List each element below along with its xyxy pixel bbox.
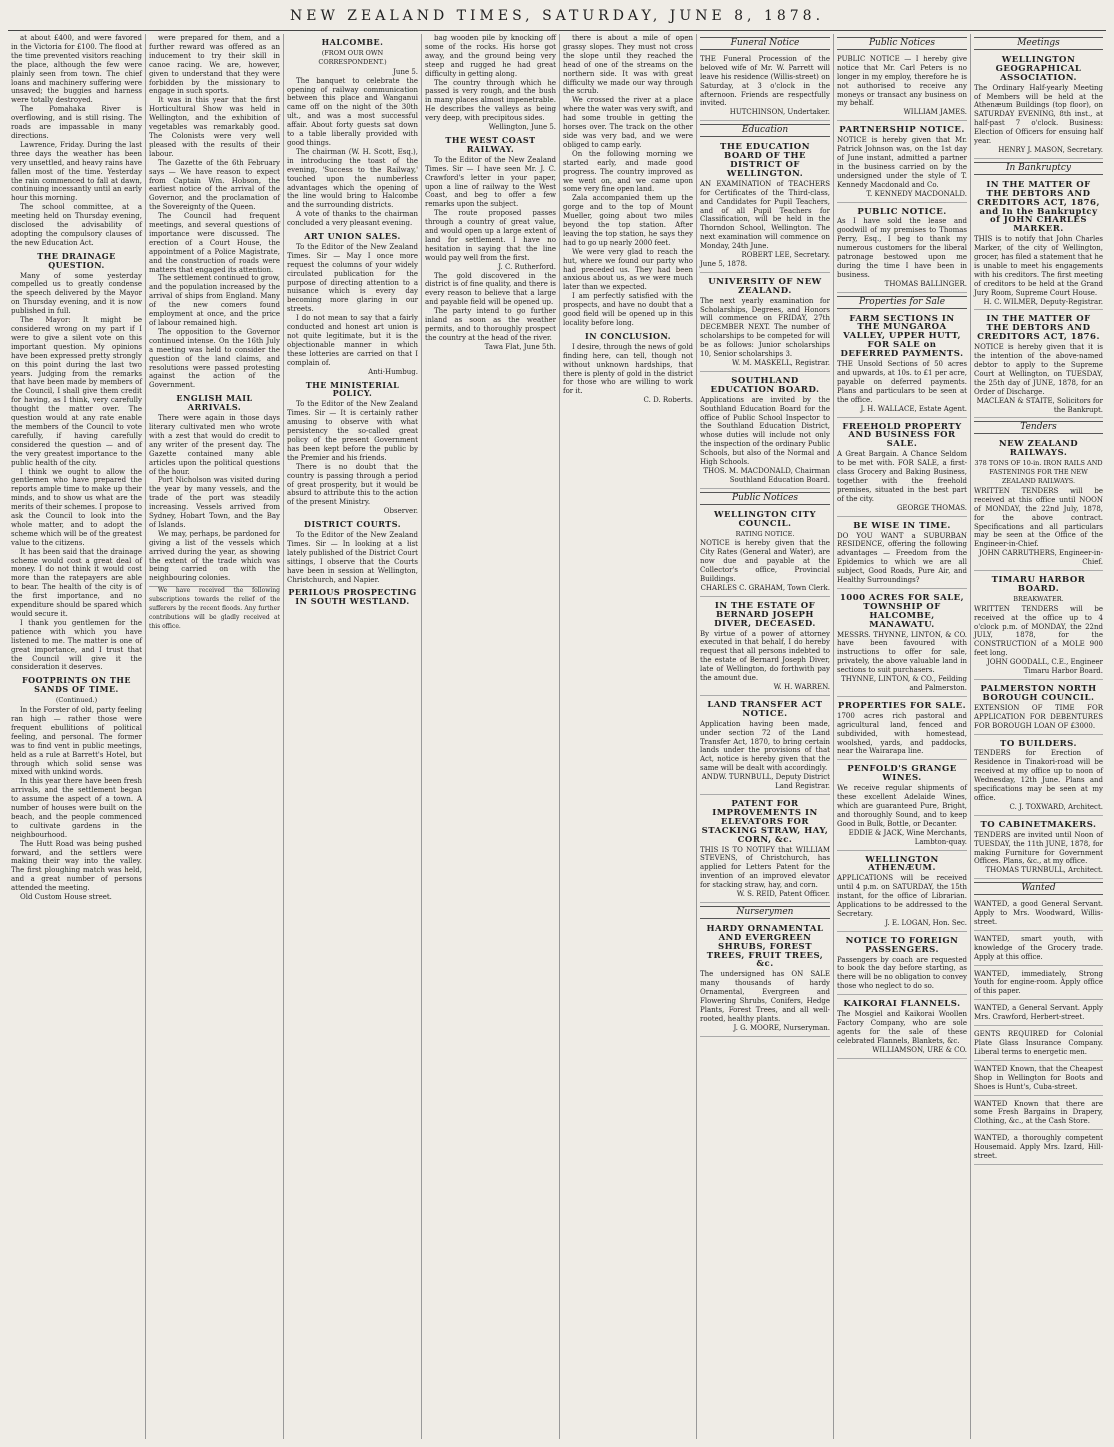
dateline: Wellington, June 5. [488,123,556,132]
section-header: Tenders [974,421,1103,434]
ad-title: 1000 ACRES FOR SALE, TOWNSHIP OF HALCOMBE, MANAWATU. [839,592,965,630]
ad-signature: J. E. LOGAN, Hon. Sec. [885,918,967,927]
paragraph: I think we ought to allow the gentlemen who have prepared the reports ample time to make up their minds, and to show us what are the merits of their schemes. I propose to ask the Council to look into the whole matter, and to adopt the scheme which will be of the greatest value to the citizens. [11,467,143,547]
paragraph: at about £400, and were favored in the Victoria for £100. The flood at the time prevented visitors reaching the place, although the few were plainly seen from town. The chief loans and machinery suffering were unsaved; the buggies and harness were totally destroyed. [11,34,142,105]
ad-signature: T. KENNEDY MACDONALD. [866,189,967,198]
ad-text: WRITTEN TENDERS will be received at the office up to 4 o'clock p.m. of MONDAY, the 22nd JULY, 1878, for the CONSTRUCTION of a MOLE 900 feet long. [974,604,1103,658]
column-2 [145,34,283,1439]
paragraph: there is about a mile of open grassy slopes. They must not cross the slope until they reached the head of one of the streams on the northern side. It was with great difficulty we made our way through the scrub. [563,34,693,96]
paragraph: There were again in those days literary cultivated men who wrote with a zest that would do credit to any writer of the present day. The Gazette contained many able articles upon the political questions of the hour. [149,414,280,476]
paragraph: Old Custom House street. [20,893,112,902]
article-heading: ENGLISH MAIL ARRIVALS. [176,393,253,413]
ad-signature: C. J. TOXWARD, Architect. [1009,802,1103,811]
section-header: Nurserymen [700,906,830,919]
ad-title: LAND TRANSFER ACT NOTICE. [707,699,823,719]
article-heading: FOOTPRINTS ON THE SANDS OF TIME. [22,675,131,695]
masthead-rule [8,30,1106,31]
ad-text: WANTED Known that there are some Fresh Bargains in Drapery, Clothing, &c., at the Cash Store. [974,1099,1103,1126]
paragraph: We were very glad to reach the hut, where we found our party who had preceded us. They had been anxious about us, as we were much later than we expected. [563,247,693,292]
advertisement [700,508,830,597]
ad-text: WANTED, a thoroughly competent Housemaid. Apply Mrs. Izard, Hill-street. [974,1134,1103,1161]
ad-text: AN EXAMINATION of TEACHERS for Certificates of the Third-class, and Candidates for Pupil Teachers, and of all Pupil Teachers for Classification, will be held in the Thorndon School, Wellington. The next examination will commence on Monday, 24th June. [700,179,830,251]
advertisement [974,682,1103,735]
article-heading: ART UNION SALES. [304,231,401,242]
paragraph: I am perfectly satisfied with the prospects, and have no doubt that a good field will be opened up in this locality before long. [563,292,693,327]
ad-title: SOUTHLAND EDUCATION BOARD. [710,375,820,395]
paragraph: The country through which he passed is very rough, and the bush in many places almost impenetrable. He describes the valleys as being very deep, with precipitous sides. [425,78,556,123]
paragraph: I desire, through the news of gold finding here, can tell, though not without unknown hardships, that there is plenty of gold in the district for those who are willing to work for it. [563,342,693,396]
paragraph: I do not mean to say that a fairly conducted and honest art union is not quite legitimate, but it is the objectionable manner in which these lotteries are carried on that I complain of. [287,314,418,367]
paragraph: In this year there have been fresh arrivals, and the settlement began to assume the aspect of a town. A number of houses were built on the beach, and the people commenced to cultivate gardens in the neighbourhood. [11,777,142,839]
ad-title: IN THE MATTER OF THE DEBTORS AND CREDITORS ACT, 1876, and In the Bankruptcy of JOHN CHARLES MARKER. [977,179,1100,235]
paragraph: The route proposed passes through a country of great value, and would open up a large extent of land for settlement. I have no hesitation in saying that the line would pay well from the first. [425,209,556,262]
classified-ad [974,1063,1103,1096]
ad-text: TENDERS for Erection of Residence in Tinakori-road will be received at my office up to noon of Wednesday, 12th June. Plans and specifications may be seen at my office. [974,749,1103,802]
ad-signature: EDDIE & JACK, Wine Merchants, Lambton-quay. [848,828,967,846]
paragraph: The opposition to the Governor continued intense. On the 16th July a meeting was held to consider the question of the land claims, and resolutions were passed protesting against the action of the Government. [149,327,280,390]
paragraph: The Hutt Road was being pushed forward, and the settlers were making their way into the valley. The first ploughing match was held, and a great number of persons attended the meeting. [11,839,142,893]
ad-subtitle: RATING NOTICE. [735,529,795,538]
advertisement [837,312,967,418]
ad-title: THE EDUCATION BOARD OF THE DISTRICT OF WELLINGTON. [720,142,810,179]
ad-title: FARM SECTIONS IN THE MUNGAROA VALLEY, UPPER HUTT, FOR SALE on DEFERRED PAYMENTS. [840,313,964,360]
advertisement [700,275,830,372]
article-heading: HALCOMBE. [321,37,384,47]
section-header: Public Notices [837,37,967,50]
ad-signature: JOHN CARRUTHERS, Engineer-in-Chief. [979,549,1103,567]
ad-text: WANTED Known, that the Cheapest Shop in Wellington for Boots and Shoes is Hunt's, Cuba-street. [974,1064,1103,1091]
column-8-advertisements [970,34,1106,1439]
ad-title: TO BUILDERS. [1000,738,1077,749]
paragraph: To the Editor of the New Zealand Times. Sir — I have seen Mr. J. C. Crawford's letter in your paper, upon a line of railway to the West Coast, and beg to offer a few remarks upon the subject. [425,155,556,209]
paragraph: Lawrence, Friday. During the last three days the weather has been very unsettled, and heavy rains have fallen most of the time. Yesterday the rain commenced to fall at dawn, continuing incessantly until an early hour this morning. [11,140,142,203]
paragraph: To the Editor of the New Zealand Times. Sir — In looking at a list lately published of the District Court sittings, I observe that the Courts have been in session at Wellington, Christchurch, and Napier. [287,531,418,584]
article-heading: THE WEST COAST RAILWAY. [445,134,536,154]
signature: C. D. Roberts. [643,396,693,405]
ad-signature: WILLIAMSON, URE & CO. [872,1045,967,1054]
ad-signature: GEORGE THOMAS. [896,503,967,512]
article-heading: IN CONCLUSION. [584,330,672,341]
ad-signature: ROBERT LEE, Secretary. [741,251,830,260]
classified-ad [974,933,1103,966]
ad-text: EXTENSION OF TIME FOR APPLICATION FOR DEBENTURES FOR BOROUGH LOAN OF £3000. [974,703,1103,730]
advertisement [837,934,967,995]
classified-ad [974,1098,1103,1131]
classified-ad [974,1132,1103,1165]
advertisement [837,997,967,1058]
ad-text: DO YOU WANT a SUBURBAN RESIDENCE, offering the following advantages — Freedom from the Epidemics to which we are all subject, Good Roads, Pure Air, and Healthy Surroundings? [837,531,967,585]
ad-signature: W. M. MASKELL, Registrar. [731,359,830,367]
ad-subtitle: BREAKWATER. [1013,594,1064,603]
paragraph: To the Editor of the New Zealand Times. Sir — May I once more request the columns of your widely circulated publication for the purpose of directing attention to a nuisance which is every day becoming more glaring in our streets. [287,242,418,314]
paragraph: We may, perhaps, be pardoned for giving a list of the vessels which arrived during the year, as showing the extent of the trade which was being carried on with the neighbouring colonies. [149,529,280,583]
ad-title: PROPERTIES FOR SALE. [837,700,967,711]
ad-text: WANTED, immediately, Strong Youth for engine-room. Apply office of this paper. [974,969,1103,996]
advertisement [974,437,1103,571]
ad-text: WANTED, a good General Servant. Apply to Mrs. Woodward, Willis-street. [974,900,1103,926]
paragraph: were prepared for them, and a further reward was offered as an inducement to try their skill in canoe racing. We are, however, given to understand that they were forbidden by the missionary to engage in such sports. [149,34,280,96]
ad-text: NOTICE is hereby given that it is the intention of the above-named debtor to apply to the Supreme Court at Wellington, on TUESDAY, the 25th day of JUNE, 1878, for an Order of Discharge. [974,343,1103,396]
article-heading: PERILOUS PROSPECTING IN SOUTH WESTLAND. [288,587,417,607]
ad-text: By virtue of a power of attorney executed in that behalf, I do hereby request that all persons indebted to the estate of Bernard Joseph Diver, late of Wellington, do forthwith pay the amount due. [700,629,830,683]
ad-title: PALMERSTON NORTH BOROUGH COUNCIL. [980,684,1097,703]
section-header: Properties for Sale [837,296,967,309]
ad-text: The Ordinary Half-yearly Meeting of Members will be held at the Athenæum Buildings (top floor), on SATURDAY EVENING, 8th inst., at half-past 7 o'clock. Business: Election of Officers for ensuing half year. [974,83,1103,146]
ad-title: TIMARU HARBOR BOARD. [991,575,1086,594]
advertisement [974,818,1103,879]
advertisement [837,53,967,121]
ad-text: THIS is to notify that John Charles Marker, of the city of Wellington, grocer, has filed a statement that he is unable to meet his engagements with his creditors. The first meeting of creditors to be held at the Grand Jury Room, Supreme Court House. [974,235,1103,297]
paragraph: The settlement continued to grow, and the population increased by the arrival of ships from England. Many of the new comers found employment at once, and the price of labour remained high. [149,274,280,327]
classified-ad [974,898,1103,931]
paragraph: Port Nicholson was visited during the year by many vessels, and the trade of the port was steadily increasing. Vessels arrived from Sydney, Hobart Town, and the Bay of Islands. [149,476,280,529]
ad-signature: W. S. REID, Patent Officer. [736,890,830,899]
signature: Anti-Humbug. [368,367,418,376]
ad-title: PENFOLD'S GRANGE WINES. [847,764,957,784]
article-heading: DISTRICT COURTS. [304,519,401,530]
paragraph: The party intend to go further inland as soon as the weather permits, and to thoroughly prospect the country at the head of the river. [425,307,556,342]
ad-title: NEW ZEALAND RAILWAYS. [998,439,1079,459]
ad-text: WANTED, smart youth, with knowledge of the Grocery trade. Apply at this office. [974,934,1103,961]
section-header: In Bankruptcy [974,162,1103,175]
paragraph: The Mayor: It might be considered wrong on my part if I were to give a silent vote on this important question. My opinions have been expressed pretty strongly on this point during the last two years. Judging from the remarks that have been made by members of the Council, I shall give them credit for having, as I think, very carefully thought the matter over. The question would at any rate enable the members of the Council to vote carefully, if having carefully considered the question — and of the very greatest importance to the public health of the city. [11,316,142,467]
ad-signature: WILLIAM JAMES. [903,108,967,117]
paragraph: We crossed the river at a place where the water was very swift, and had some trouble in getting the horses over. The track on the other side was very bad, and we were obliged to camp early. [563,96,693,149]
paragraph: The school committee, at a meeting held on Thursday evening, disclosed the advisability of adopting the compulsory clauses of the new Education Act. [11,203,142,247]
advertisement [974,178,1103,311]
classified-ad [974,1002,1103,1026]
advertisement [700,698,830,795]
paragraph: On the following morning we started early, and made good progress. The country improved as we went on, and we came upon some very fine open land. [563,149,693,194]
ad-title: BE WISE IN TIME. [853,520,951,531]
ad-signature: MACLEAN & STAITE, Solicitors for the Bankrupt. [976,396,1103,414]
ad-text: GENTS REQUIRED for Colonial Plate Glass Insurance Company. Liberal terms to energetic men. [974,1030,1103,1056]
ad-title: WELLINGTON GEOGRAPHICAL ASSOCIATION. [995,54,1082,83]
ad-title: KAIKORAI FLANNELS. [843,999,961,1010]
paragraph: It was in this year that the first Horticultural Show was held in Wellington, and the exhibition of vegetables was remarkably good. The Colonists were very well pleased with the results of their labour. [149,96,280,158]
ad-signature: HENRY J. MASON, Secretary. [998,145,1103,154]
signature: Observer. [383,507,418,516]
ad-title: WELLINGTON ATHENÆUM. [865,854,939,874]
ad-title: NOTICE TO FOREIGN PASSENGERS. [845,935,959,955]
paragraph: In the Forster of old, party feeling ran high — rather those were frequent ebullitions of political feeling, and personal. The former was to find vent in public meetings, held as a rule at Barrett's Hotel, but through which solid sense was mixed with unkind words. [11,706,142,777]
column-4 [421,34,559,1439]
paragraph: The Pomahaka River is overflowing, and is still rising. The roads are impassable in many directions. [11,105,142,140]
ad-text: We receive regular shipments of these excellent Adelaide Wines, which are guaranteed Pure, Bright, and thoroughly Sound, and to keep Good in Bulk, Bottle, or Decanter. [837,784,967,828]
masthead: NEW ZEALAND TIMES, SATURDAY, JUNE 8, 1878. [289,8,825,24]
advertisement [837,519,967,589]
paragraph: Many of some yesterday compelled us to greatly condense the speech delivered by the Mayor on Thursday evening, and it is now published in full. [11,271,142,316]
classified-ad [974,1028,1103,1061]
ad-signature: H. C. WILMER, Deputy-Registrar. [983,297,1103,306]
ad-date: June 5, 1878. [700,259,748,268]
advertisement [700,599,830,696]
ad-text: Passengers by coach are requested to book the day before starting, as there will be no obligation to convey those who neglect to do so. [837,955,967,991]
advertisement [700,797,830,903]
ad-signature: THOMAS BALLINGER. [884,279,967,288]
advertisement [837,853,967,932]
advertisement [837,591,967,697]
ad-title: IN THE ESTATE OF BERNARD JOSEPH DIVER, DECEASED. [714,600,816,629]
ad-signature: THOS. M. MACDONALD, Chairman Southland Education Board. [703,466,830,484]
paragraph: The Gazette of the 6th February says — We have reason to expect from Captain Wm. Hobson, the earliest notice of the arrival of the Governor, and the proclamation of the Sovereignty of the Queen. [149,158,280,212]
article-heading: THE MINISTERIAL POLICY. [305,379,400,399]
article-heading: THE DRAINAGE QUESTION. [37,250,116,270]
advertisement [837,205,967,293]
dateline: June 5. [393,67,418,76]
paragraph: The banquet to celebrate the opening of railway communication between this place and Wanganui came off on the night of the 30th ult., and was a most successful affair. About forty guests sat down to a table liberally provided with good things. [287,76,418,147]
paragraph: I thank you gentlemen for the patience with which you have listened to me. The matter is one of great importance, and I trust that the Council will give it the consideration it deserves. [11,618,142,672]
ad-signature: HUTCHINSON, Undertaker. [729,108,830,117]
ad-title: PATENT FOR IMPROVEMENTS IN ELEVATORS FOR STACKING STRAW, HAY, CORN, &c. [701,798,829,845]
ad-text: WRITTEN TENDERS will be received at this office until NOON of MONDAY, the 22nd July, 1878, for the above contract. Specifications and all particulars may be seen at the Office of the Engineer-in-Chief. [974,486,1103,549]
ad-text: The next yearly examination for Scholarships, Degrees, and Honors will commence on FRIDAY, 27th DECEMBER NEXT. The number of scholarships to be competed for will be as follows: Junior scholarships 10, Senior scholarships 3. [700,296,830,359]
paragraph: The gold discovered in the district is of fine quality, and there is every reason to believe that a large and payable field will be opened up. [425,271,556,307]
ad-signature: CHARLES C. GRAHAM, Town Clerk. [700,583,830,592]
paragraph: A vote of thanks to the chairman concluded a very pleasant evening. [287,210,418,228]
advertisement [837,699,967,760]
ad-text: The undersigned has ON SALE many thousands of hardy Ornamental, Evergreen and Flowering Shrubs, Conifers, Hedge Plants, Forest Trees, and all well-rooted, healthy plants. [700,970,830,1023]
ad-text: APPLICATIONS will be received until 4 p.m. on SATURDAY, the 15th instant, for the office of Librarian. Applications to be addressed to the Secretary. [837,874,967,918]
ad-subtitle: 378 TONS OF 10-in. IRON RAILS AND FASTENINGS FOR THE NEW ZEALAND RAILWAYS. [974,459,1103,485]
ad-title: PARTNERSHIP NOTICE. [839,125,965,136]
ad-title: IN THE MATTER OF THE DEBTORS AND CREDITORS ACT, 1876. [977,314,1100,343]
advertisement [837,123,967,202]
advertisement [974,573,1103,680]
ad-title: UNIVERSITY OF NEW ZEALAND. [708,276,822,296]
ad-signature: THOMAS TURNBULL, Architect. [985,866,1103,875]
ad-text: As I have sold the lease and goodwill of my premises to Thomas Perry, Esq., I beg to thank my numerous customers for the liberal patronage bestowed upon me during the time I have been in business. [837,217,967,279]
advertisement [700,140,830,273]
paragraph: There is no doubt that the country is passing through a period of great prosperity, but it would be absurd to attribute this to the action of the present Ministry. [287,462,418,507]
advertisement [974,737,1103,816]
column-6-advertisements [696,34,833,1439]
advertisement [700,374,830,489]
paragraph: It has been said that the drainage scheme would cost a great deal of money. I do not think it would cost more than the ratepayers are able to bear. The health of the city is of the first importance, and no expenditure should be spared which would secure it. [11,547,142,618]
ad-text: NOTICE is hereby given that the City Rates (General and Water), are now due and payable at the Collector's office, Provincial Buildings. [700,539,830,584]
ad-title: FREEHOLD PROPERTY AND BUSINESS FOR SALE. [842,421,962,450]
column-1 [8,34,145,1439]
ad-text: MESSRS. THYNNE, LINTON, & CO. have been favoured with instructions to offer for sale, privately, the above valuable land in sections to suit purchasers. [837,630,967,675]
ad-text: TENDERS are invited until Noon of TUESDAY, the 11th JUNE, 1878, for making Furniture for Government Offices. Plans, &c., at my office. [974,830,1103,866]
ad-text: NOTICE is hereby given that Mr. Patrick Johnson was, on the 1st day of June instant, admitted a partner in the business carried on by the undersigned under the style of T. Kennedy Macdonald and Co. [837,136,967,189]
article-subheading: (Continued.) [55,696,98,705]
advertisement [837,762,967,850]
section-header: Funeral Notice [700,37,830,50]
advertisement [837,420,967,517]
paragraph: The Council had frequent meetings, and several questions of importance were discussed. The erection of a Court House, the appointment of a Police Magistrate, and the construction of roads were matters that engaged its attention. [149,212,280,274]
column-5 [559,34,696,1439]
ad-signature: ANDW. TURNBULL, Deputy District Land Registrar. [701,773,830,791]
ad-signature: THYNNE, LINTON, & CO., Feilding and Palmerston. [841,675,967,692]
section-header: Public Notices [700,492,830,505]
ad-signature: J. G. MOORE, Nurseryman. [733,1023,830,1032]
signature: J. C. Rutherford. [498,262,556,271]
ad-title: WELLINGTON CITY COUNCIL. [713,509,817,529]
advertisement [974,53,1103,159]
ad-title: TO CABINETMAKERS. [980,819,1097,830]
column-7-advertisements [833,34,970,1439]
paragraph: To the Editor of the New Zealand Times. Sir — It is certainly rather amusing to observe with what persistency the so-called great policy of the present Government has been kept before the public by the Premier and his friends. [287,400,418,462]
ad-text: PUBLIC NOTICE — I hereby give notice that Mr. Carl Peters is no longer in my employ, therefore he is not authorised to receive any moneys or transact any business on my behalf. [837,54,967,108]
ad-signature: J. H. WALLACE, Estate Agent. [860,404,967,413]
ad-signature: JOHN GOODALL, C.E., Engineer Timaru Harbor Board. [986,658,1103,676]
advertisement [700,53,830,121]
ad-text: The Mosgiel and Kaikorai Woollen Factory Company, who are sole agents for the sale of these celebrated Flannels, Blankets, &c. [837,1010,967,1045]
ad-text: THIS IS TO NOTIFY that WILLIAM STEVENS, of Christchurch, has applied for Letters Patent for the invention of an improved elevator for stacking straw, hay, and corn. [700,845,830,890]
classified-ad [974,968,1103,1001]
signature: Tawa Flat, June 5th. [484,342,556,351]
ad-text: 1700 acres rich pastoral and agricultural land, fenced and subdivided, with homestead, woolshed, yards, and paddocks, near the Wairarapa line. [837,711,967,756]
section-header: Wanted [974,882,1103,895]
column-3 [283,34,421,1439]
ad-text: WANTED, a General Servant. Apply Mrs. Crawford, Herbert-street. [974,1004,1103,1022]
ad-text: THE Unsold Sections of 50 acres and upwards, at 10s. to £1 per acre, payable on deferred payments. Plans and particulars to be seen at the office. [837,360,967,404]
advertisement [700,922,830,1037]
ad-title: HARDY ORNAMENTAL AND EVERGREEN SHRUBS, FOREST TREES, FRUIT TREES, &c. [706,923,824,970]
section-header: Meetings [974,37,1103,50]
section-header: Education [700,124,830,137]
ad-text: Application having been made, under section 72 of the Land Transfer Act, 1870, to bring certain lands under the provisions of that Act, notice is hereby given that the same will be dealt with accordingly. [700,719,830,773]
ad-title: PUBLIC NOTICE. [857,206,947,217]
ad-text: Applications are invited by the Southland Education Board for the office of Public School Inspector to the Southland Education District, whose duties will include not only the inspection of the ordinary Public Schools, but also of the Normal and High Schools. [700,395,830,467]
ad-signature: W. H. WARREN. [773,683,830,691]
advertisement [974,312,1103,418]
ad-text: THE Funeral Procession of the beloved wife of Mr. W. Parrett will leave his residence (Willis-street) on Saturday, at 3 o'clock in the afternoon. Friends are respectfully invited. [700,54,830,108]
ad-text: A Great Bargain. A Chance Seldom to be met with. FOR SALE, a first-class Grocery and Baking Business, together with the freehold premises, situated in the best part of the city. [837,450,967,503]
paragraph: The chairman (W. H. Scott, Esq.), in introducing the toast of the evening, 'Success to the Railway,' touched upon the numberless advantages which the opening of the line would bring to Halcombe and the surrounding districts. [287,147,418,210]
paragraph: Zala accompanied them up the gorge and to the top of Mount Mueller, going about two miles beyond the top station. After leaving the top station, he says they had to go up nearly 2000 feet. [563,194,693,247]
paragraph: bag wooden pile by knocking off some of the rocks. His horse got away, and the ground being very steep and rugged he had great difficulty in getting along. [425,34,556,78]
footnote: We have received the following subscriptions towards the relief of the sufferers by the recent floods. Any further contributions will be gladly received at this office. [149,587,280,630]
article-subheading: (FROM OUR OWN CORRESPONDENT.) [318,48,387,66]
